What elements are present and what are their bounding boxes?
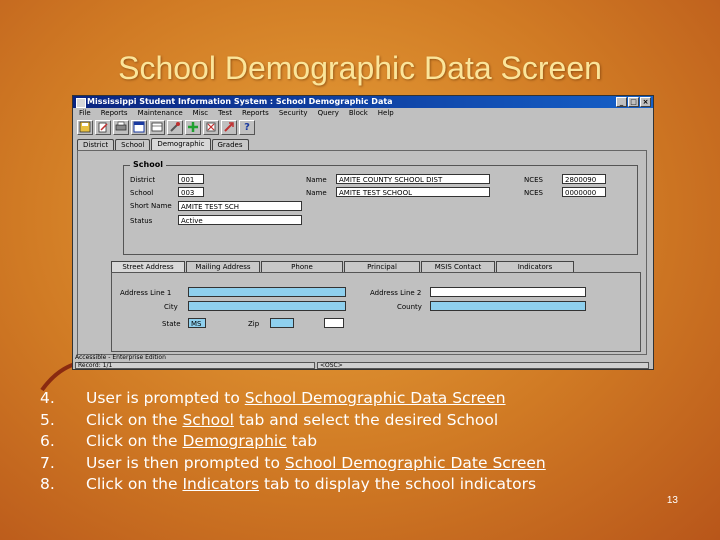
window-title: Mississippi Student Information System : School Demographic Data xyxy=(87,97,393,106)
short-name-label: Short Name xyxy=(130,202,172,210)
state-label: State xyxy=(162,320,181,328)
subtab-mailing-address[interactable]: Mailing Address xyxy=(186,261,260,273)
record-indicator: Record: 1/1 xyxy=(75,362,315,369)
district-name-label: Name xyxy=(306,176,327,184)
menu-query[interactable]: Query xyxy=(317,109,339,117)
tools-icon[interactable] xyxy=(167,120,183,135)
subtab-msis-contact[interactable]: MSIS Contact xyxy=(421,261,495,273)
subtab-indicators[interactable]: Indicators xyxy=(496,261,574,273)
school-name-field[interactable]: AMITE TEST SCHOOL xyxy=(336,187,490,197)
status-text: Accessible - Enterprise Edition xyxy=(75,354,166,361)
nces-field[interactable]: 2800090 xyxy=(562,174,606,184)
step-item xyxy=(40,388,546,410)
address-line2-field[interactable] xyxy=(430,287,586,297)
menu-block[interactable]: Block xyxy=(348,109,368,117)
window-titlebar[interactable] xyxy=(73,96,653,108)
step-number: 8. xyxy=(40,475,55,493)
nces-label: NCES xyxy=(524,176,543,184)
status-label: Status xyxy=(130,217,153,225)
zip-label: Zip xyxy=(248,320,260,328)
nces2-label: NCES xyxy=(524,189,543,197)
address-line1-label: Address Line 1 xyxy=(120,289,172,297)
subtab-phone[interactable]: Phone xyxy=(261,261,343,273)
menu-reports[interactable]: Reports xyxy=(100,109,128,117)
minimize-button[interactable]: _ xyxy=(616,97,627,107)
subtab-street-address[interactable]: Street Address xyxy=(111,261,185,273)
window-icon[interactable] xyxy=(149,120,165,135)
exit-icon[interactable] xyxy=(221,120,237,135)
step-text: User is prompted to School Demographic Data Screen xyxy=(86,389,506,407)
step-item xyxy=(40,453,546,475)
app-window xyxy=(72,95,654,370)
help-icon[interactable]: ? xyxy=(239,120,255,135)
status-field[interactable]: Active xyxy=(178,215,302,225)
step-text: Click on the School tab and select the desired School xyxy=(86,410,499,429)
menu-bar xyxy=(73,108,653,118)
step-number: 6. xyxy=(40,432,55,450)
delete-icon[interactable] xyxy=(203,120,219,135)
demographic-panel xyxy=(77,150,647,355)
menu-misc[interactable]: Misc xyxy=(192,109,209,117)
menu-reports-2[interactable]: Reports xyxy=(241,109,269,117)
step-item xyxy=(40,431,546,453)
district-field[interactable]: 001 xyxy=(178,174,204,184)
menu-file[interactable]: File xyxy=(79,109,91,117)
step-item xyxy=(40,410,546,432)
subtab-principal[interactable]: Principal xyxy=(344,261,420,273)
layout-icon[interactable] xyxy=(131,120,147,135)
state-field[interactable]: MS xyxy=(188,318,206,328)
menu-maintenance[interactable]: Maintenance xyxy=(137,109,183,117)
status-bar xyxy=(75,355,651,369)
page-number: 13 xyxy=(666,495,678,506)
district-name-field[interactable]: AMITE COUNTY SCHOOL DIST xyxy=(336,174,490,184)
step-number: 4. xyxy=(40,389,55,407)
county-label: County xyxy=(397,303,422,311)
print-icon[interactable] xyxy=(113,120,129,135)
step-text: Click on the Demographic tab xyxy=(86,432,318,450)
district-label: District xyxy=(130,176,156,184)
menu-security[interactable]: Security xyxy=(278,109,308,117)
step-text: User is then prompted to School Demographic Date Screen xyxy=(86,453,546,472)
step-number: 5. xyxy=(40,410,55,429)
tab-grades[interactable]: Grades xyxy=(212,139,249,151)
county-field[interactable] xyxy=(430,301,586,311)
step-number: 7. xyxy=(40,453,55,472)
instruction-steps xyxy=(40,388,546,496)
menu-help[interactable]: Help xyxy=(377,109,394,117)
step-item xyxy=(40,474,546,496)
city-field[interactable] xyxy=(188,301,346,311)
add-icon[interactable] xyxy=(185,120,201,135)
zip-field[interactable] xyxy=(270,318,294,328)
address-line2-label: Address Line 2 xyxy=(370,289,422,297)
nces2-field[interactable]: 0000000 xyxy=(562,187,606,197)
tab-school[interactable]: School xyxy=(115,139,150,151)
school-field[interactable]: 003 xyxy=(178,187,204,197)
save-icon[interactable] xyxy=(77,120,93,135)
short-name-field[interactable]: AMITE TEST SCH xyxy=(178,201,302,211)
mode-indicator: <OSC> xyxy=(317,362,649,369)
school-label: School xyxy=(130,189,154,197)
school-groupbox xyxy=(123,160,638,255)
menu-test[interactable]: Test xyxy=(218,109,232,117)
address-line1-field[interactable] xyxy=(188,287,346,297)
slide-title: School Demographic Data Screen xyxy=(118,50,602,86)
step-text: Click on the Indicators tab to display the school indicators xyxy=(86,475,537,493)
tab-demographic[interactable]: Demographic xyxy=(151,138,210,151)
school-group-legend: School xyxy=(130,160,166,169)
tab-district[interactable]: District xyxy=(77,139,114,151)
toolbar xyxy=(77,120,255,136)
app-icon xyxy=(76,98,86,108)
close-button[interactable]: × xyxy=(640,97,651,107)
edit-icon[interactable] xyxy=(95,120,111,135)
maximize-button[interactable]: □ xyxy=(628,97,639,107)
city-label: City xyxy=(164,303,178,311)
school-name-label: Name xyxy=(306,189,327,197)
zip-ext-field[interactable] xyxy=(324,318,344,328)
street-address-panel xyxy=(111,272,641,352)
